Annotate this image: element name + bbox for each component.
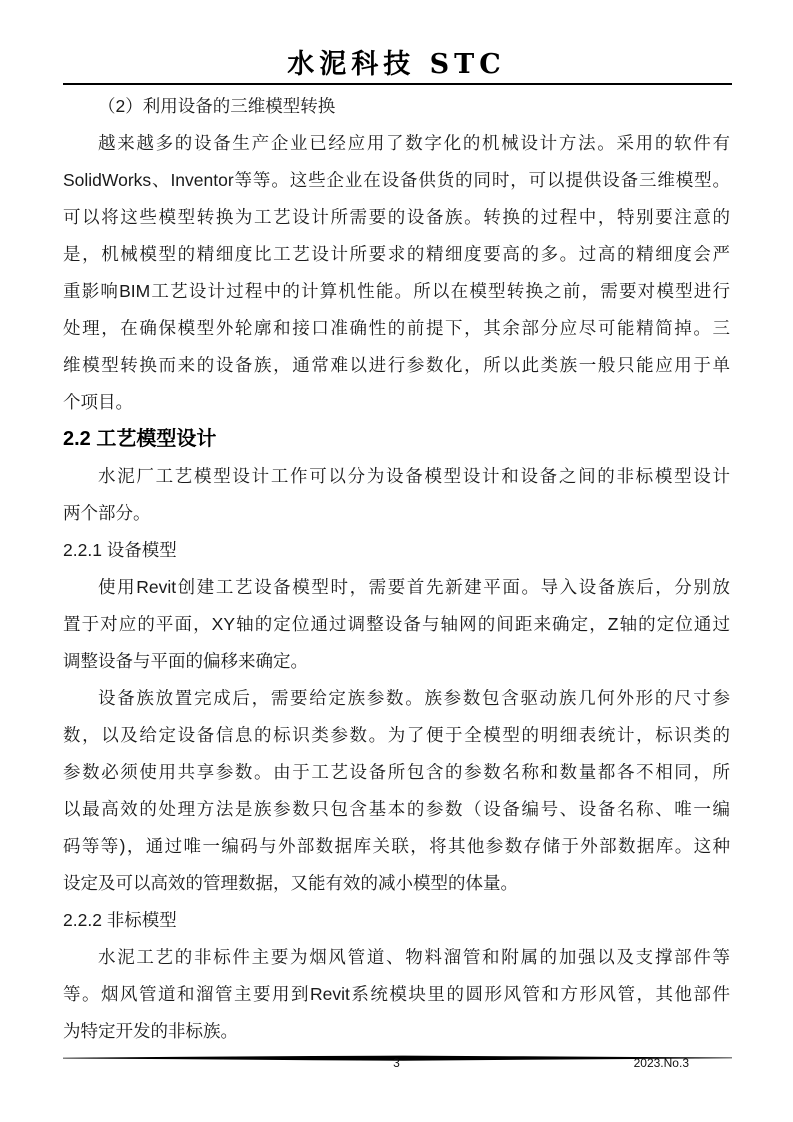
text-line: 置于对应的平面，XY轴的定位通过调整设备与轴网的间距来确定，Z轴的定位通过 — [63, 614, 730, 634]
section-heading-2-2: 2.2 工艺模型设计 — [63, 428, 217, 450]
text-line: 处理，在确保模型外轮廓和接口准确性的前提下，其余部分应尽可能精简掉。三 — [63, 318, 730, 338]
text-line: 两个部分。 — [63, 503, 151, 523]
text-line: 水泥工艺的非标件主要为烟风管道、物料溜管和附属的加强以及支撑部件等 — [98, 947, 730, 967]
text-line: 码等等)，通过唯一编码与外部数据库关联，将其他参数存储于外部数据库。这种 — [63, 836, 730, 856]
text-line: 数，以及给定设备信息的标识类参数。为了便于全模型的明细表统计，标识类的 — [63, 725, 730, 745]
journal-title: 水泥科技 STC — [287, 49, 506, 80]
text-line: （2）利用设备的三维模型转换 — [98, 96, 336, 116]
text-line: 维模型转换而来的设备族，通常难以进行参数化，所以此类族一般只能应用于单 — [63, 355, 730, 375]
page-body — [63, 88, 730, 1050]
text-line: 重影响BIM工艺设计过程中的计算机性能。所以在模型转换之前，需要对模型进行 — [63, 281, 730, 301]
text-line: 设备族放置完成后，需要给定族参数。族参数包含驱动族几何外形的尺寸参 — [98, 688, 730, 708]
text-line: 以最高效的处理方法是族参数只包含基本的参数（设备编号、设备名称、唯一编 — [63, 799, 730, 819]
header-rule — [63, 83, 732, 85]
issue-label: 2023.No.3 — [633, 1056, 689, 1070]
text-line: 个项目。 — [63, 392, 133, 412]
text-line: 参数必须使用共享参数。由于工艺设备所包含的参数名称和数量都各不相同，所 — [63, 762, 730, 782]
text-line: 可以将这些模型转换为工艺设计所需要的设备族。转换的过程中，特别要注意的 — [63, 207, 730, 227]
text-line: 使用Revit创建工艺设备模型时，需要首先新建平面。导入设备族后，分别放 — [98, 577, 730, 597]
text-line: SolidWorks、Inventor等等。这些企业在设备供货的同时，可以提供设备三维模型。 — [63, 170, 730, 190]
text-line: 等。烟风管道和溜管主要用到Revit系统模块里的圆形风管和方形风管，其他部件 — [63, 984, 730, 1004]
footer-rule — [63, 1049, 732, 1056]
text-line: 调整设备与平面的偏移来确定。 — [63, 651, 308, 671]
subsection-heading-2-2-1: 2.2.1 设备模型 — [63, 540, 177, 560]
text-line: 为特定开发的非标族。 — [63, 1021, 238, 1041]
text-line: 水泥厂工艺模型设计工作可以分为设备模型设计和设备之间的非标模型设计 — [98, 466, 730, 486]
text-line: 越来越多的设备生产企业已经应用了数字化的机械设计方法。采用的软件有 — [98, 133, 730, 153]
subsection-heading-2-2-2: 2.2.2 非标模型 — [63, 910, 177, 930]
page-number: 3 — [393, 1056, 400, 1070]
text-line: 设定及可以高效的管理数据，又能有效的减小模型的体量。 — [63, 873, 518, 893]
text-line: 是，机械模型的精细度比工艺设计所要求的精细度要高的多。过高的精细度会严 — [63, 244, 730, 264]
